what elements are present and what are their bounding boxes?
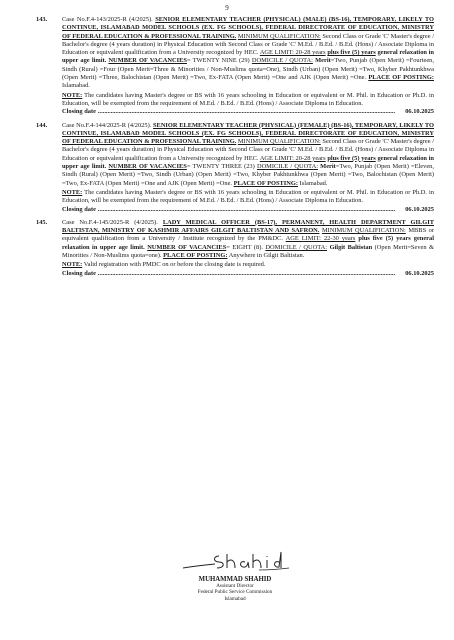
vacancy-entry-144 [36,122,434,214]
entry-body [62,219,434,260]
closing-date: 06.10.2025 [405,205,434,213]
quota-text: =Two, Punjab (Open Merit) =Eleven, Sindh (Rural) (Open Merit) =Two, Sindh (Urban) (Open Merit) =Two, Khyber Pakhtunkhwa (Open Merit) =Two, Balochistan (Open Merit) =Two, Ex-FATA (Open Merit) =One and AJK (Open Merit) =One. [62,163,434,187]
document-body [36,16,434,283]
signatory-designation: Assistant Director [216,583,254,589]
case-number: Case No.F.4-144/2025-R (4/2025). [62,121,152,129]
closing-date-row [62,108,434,116]
min-qual-text: MBBS or equivalent qualification from a University / Institute recognized by the PM&DC. [62,227,434,243]
vacancies-count: = TWENTY NINE (29) [186,57,250,65]
note-label: NOTE: [62,261,83,269]
note-text: Valid registration with PMDC on or before the closing date is required. [83,261,266,269]
age-limit: AGE LIMIT: 22-30 years [285,235,356,243]
domicile-label: DOMICILE / QUOTA: [265,243,328,251]
posting-label: PLACE OF POSTING: [368,74,434,82]
note-label: NOTE: [62,91,83,99]
entry-note [62,189,434,206]
quota-lead: Merit [315,57,331,65]
note-label: NOTE: [62,188,83,196]
age-relaxation: general relaxation in upper age limit. [62,49,434,65]
age-plus: plus five (5) years [327,154,376,162]
closing-date: 06.10.2025 [405,269,434,277]
quota-text: =Two, Punjab (Open Merit) =Fourteen, Sindh (Rural) =Four (Open Merit=Three & Minorities / Non-Muslims quota=One), Sindh (Urban) (Open Merit) =Two, Khyber Pakhtunkhwa (Open Merit) =Three, Balochistan (Open Merit) =Two, Ex-FATA (Open Merit) =One and AJK (Open Merit) =One. [62,57,434,82]
leader-dots: .......................................................................................................................................................................................... [97,205,396,213]
entry-note [62,92,434,109]
quota-lead: Gilgit Baltistan [329,243,373,251]
min-qual-text: Second Class or Grade 'C' Master's degree / Bachelor's degree (4 years duration) in Physical Education with Second Class or Grade 'C' M.Ed. / B.Ed. / B.Ed. (Hons) / Associate Diploma in Education or equivalent qualification from a University recognized by HEC. [62,138,434,162]
vacancies-count: = TWENTY THREE (23) [186,163,255,171]
closing-label: Closing date [62,108,96,116]
vacancies-label: NUMBER OF VACANCIES [108,57,187,65]
vacancies-label: NUMBER OF VACANCIES [147,243,227,251]
min-qual-label: MINIMUM QUALIFICATION: [321,227,406,235]
age-plus: plus five (5) years general relaxation in [62,235,434,251]
quota-lead: Merit [320,163,336,171]
vacancies-count: = EIGHT (8). [226,243,263,251]
closing-date: 06.10.2025 [405,108,434,116]
posting-label: PLACE OF POSTING: [163,252,228,260]
closing-date-row [62,270,434,278]
post-title: SENIOR ELEMENTARY TEACHER (PHYSICAL) (MALE) (BS-16), TEMPORARY, LIKELY TO CONTINUE, ISLAMABAD MODEL SCHOOLS (EX. FG SCHOOLS), FEDERAL DIRECTORATE OF EDUCATION, MINISTRY OF FEDERAL EDUCATION & PROFESSIONAL TRAINING. [62,16,434,40]
post-title: LADY MEDICAL OFFICER (BS-17), PERMANENT, HEALTH DEPARTMENT GILGIT BALTISTAN, MINISTRY OF KASHMIR AFFAIRS GILGIT BALTISTAN AND SAFRON. [62,218,434,235]
vacancy-entry-145 [36,219,434,278]
case-number: Case No.F.4-143/2025-R (4/2025). [62,16,153,23]
closing-label: Closing date [62,269,96,277]
vacancy-entry-143 [36,16,434,117]
posting-text: Anywhere in Gilgit Baltistan. [228,252,305,260]
vacancies-label: NUMBER OF VACANCIES [108,163,187,171]
min-qual-text: Second Class or Grade 'C' Master's degree / Bachelor's degree (4 years duration) in Physical Education with Second Class or Grade 'C' M.Ed. / B.Ed. / B.Ed. (Hons) / Associate Diploma in Education or equivalent qualification from a University recognized by HEC. [62,32,434,57]
age-plus: plus five (5) years [327,49,376,57]
age-limit: AGE LIMIT: 20-28 years [259,49,326,57]
case-number: Case No.F.4-145/2025-R (4/2025). [62,218,158,226]
domicile-label: DOMICILE / QUOTA: [251,57,313,65]
signatory-name: MUHAMMAD SHAHID [198,576,272,583]
age-relaxation: upper age limit. [99,243,145,251]
signature-block [150,548,320,602]
handwritten-signature [175,548,295,574]
entry-body [62,122,434,188]
entry-body [62,16,434,91]
page-number: 9 [225,4,229,12]
domicile-label: DOMICILE / QUOTA: [256,163,318,171]
leader-dots: .......................................................................................................................................................................................... [97,269,396,277]
note-text: The candidates having Master's degree or BS with 16 years schooling in Education or equivalent or M. Phil. in Education or Ph.D. in Education, will be exempted from the requirement of M.Ed. / B.Ed. / B.Ed. (Hons) / Associate Diploma in Education. [62,91,434,107]
post-title: SENIOR ELEMENTARY TEACHER (PHYSICAL) (FEMALE) (BS-16), TEMPORARY, LIKELY TO CONTINUE, ISLAMABAD MODEL SCHOOLS (EX. FG SCHOOLS), FEDERAL DIRECTORATE OF EDUCATION, MINISTRY OF FEDERAL EDUCATION & PROFESSIONAL TRAINING. [62,121,434,146]
entry-note [62,261,434,269]
quota-text: (Open Merit=Seven & Minorities / Non-Muslims quota=one). [62,243,435,260]
signatory-city: Islamabad [224,595,246,602]
posting-text: Islamabad. [299,179,328,187]
signatory-office: Federal Public Service Commission [197,589,273,596]
note-text: The candidates having Master's degree or BS with 16 years schooling in Education or equivalent or M. Phil. in Education or Ph.D. in Education, will be exempted from the requirement of M.Ed. / B.Ed. / B.Ed. (Hons) / Associate Diploma in Education. [62,188,434,205]
closing-label: Closing date [62,205,96,213]
age-relaxation: general relaxation in upper age limit. [62,154,434,171]
closing-date-row [62,206,434,214]
posting-text: Islamabad. [62,82,90,90]
entry-number: 143. [36,16,48,23]
leader-dots: .......................................................................................................................................................................................... [97,108,396,116]
entry-number: 144. [36,121,48,129]
posting-label: PLACE OF POSTING: [233,179,298,187]
age-limit: AGE LIMIT: 20-28 years [259,154,326,162]
min-qual-label: MINIMUM QUALIFICATION: [237,138,321,146]
entry-number: 145. [36,218,48,226]
min-qual-label: MINIMUM QUALIFICATION: [237,32,321,40]
